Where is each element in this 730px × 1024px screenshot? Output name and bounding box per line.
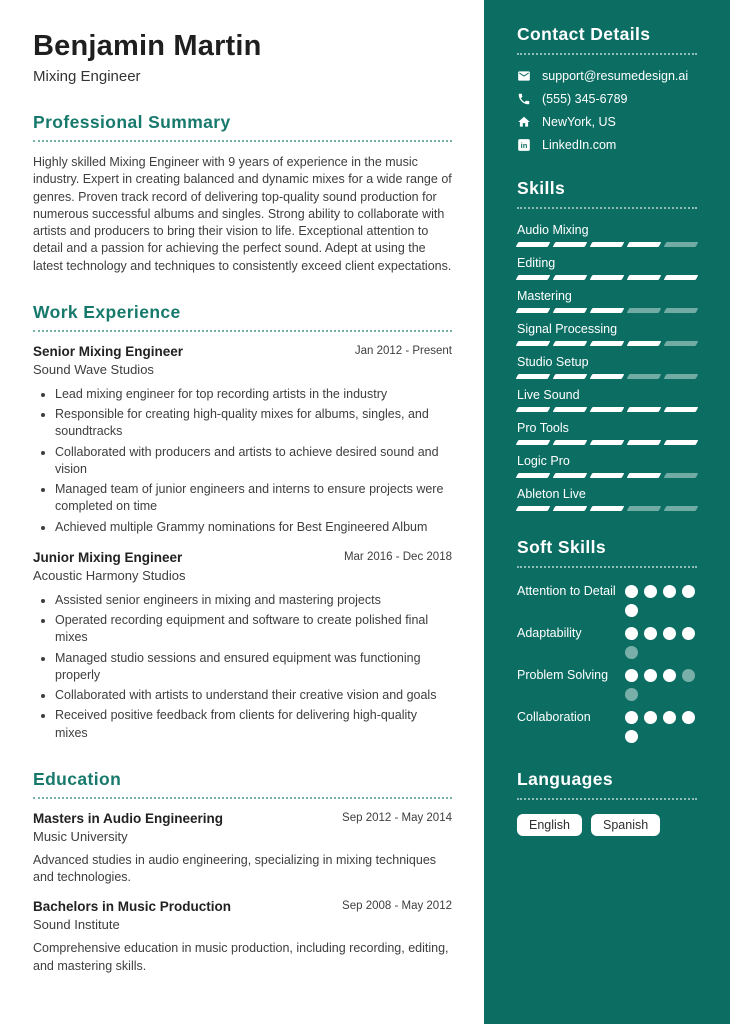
- contact-section: [517, 24, 697, 152]
- language-chip-spanish: Spanish: [591, 814, 660, 836]
- education-dates: Sep 2008 - May 2012: [342, 900, 452, 913]
- experience-heading: Work Experience: [33, 301, 181, 322]
- job-bullet: • Operated recording equipment and software to create polished final mixes: [55, 612, 452, 647]
- languages-section: [517, 769, 697, 836]
- experience-section: [33, 302, 452, 742]
- language-chips: [517, 814, 697, 836]
- skill-label: Logic Pro: [517, 454, 570, 468]
- education-dates: Sep 2012 - May 2014: [342, 811, 452, 824]
- job-bullet: • Achieved multiple Grammy nominations for Best Engineered Album: [55, 519, 452, 536]
- languages-heading: Languages: [517, 769, 613, 789]
- soft-skill-adaptability: [517, 624, 697, 659]
- soft-skill-dots: [625, 624, 697, 659]
- skill-level-bar: [517, 341, 697, 346]
- contact-email-text: support@resumedesign.ai: [542, 69, 689, 83]
- soft-skill-dots: [625, 708, 697, 743]
- skill-editing: [517, 256, 697, 280]
- contact-linkedin-text: LinkedIn.com: [542, 138, 617, 152]
- candidate-name: Benjamin Martin: [33, 30, 262, 62]
- contact-location-text: NewYork, US: [542, 115, 616, 129]
- summary-heading: Professional Summary: [33, 112, 231, 132]
- summary-section: [33, 112, 452, 275]
- soft-skills-section: [517, 537, 697, 743]
- phone-icon: [517, 92, 531, 106]
- job-bullets: [33, 386, 452, 536]
- skill-logic-pro: [517, 454, 697, 478]
- home-icon: [517, 115, 531, 129]
- skill-level-bar: [517, 275, 697, 280]
- school-name: Music University: [33, 828, 128, 844]
- skill-level-bar: [517, 407, 697, 412]
- skill-signal-processing: [517, 322, 697, 346]
- soft-skill-attention-to-detail: [517, 582, 697, 617]
- resume-sidebar: [484, 0, 730, 1024]
- skill-studio-setup: [517, 355, 697, 379]
- section-divider: [33, 797, 452, 799]
- soft-skill-dots: [625, 666, 697, 701]
- section-divider: [33, 140, 452, 142]
- skill-ableton-live: [517, 487, 697, 511]
- soft-skill-collaboration: [517, 708, 697, 743]
- section-divider: [33, 330, 452, 332]
- contact-phone[interactable]: [517, 92, 697, 106]
- skill-level-bar: [517, 374, 697, 379]
- job-company: Sound Wave Studios: [33, 361, 154, 377]
- soft-skill-label: Problem Solving: [517, 668, 609, 682]
- skill-audio-mixing: [517, 223, 697, 247]
- summary-text: Highly skilled Mixing Engineer with 9 years of experience in the music industry. Expert in creating balanced and dynamic mixes for a wide range of genres. Proven track record of delivering top-quality sound production for numerous successful albums and singles. Strong ability to collaborate with artists and producers to bring their vision to life. Exceptional attention to detail and a passion for achieving the perfect sound. Adept at using the latest technology and techniques to consistently exceed client expectations.: [33, 155, 452, 273]
- job-bullet: • Collaborated with producers and artists to achieve desired sound and vision: [55, 444, 452, 479]
- job-bullet: • Managed team of junior engineers and interns to ensure projects were completed on time: [55, 481, 452, 516]
- job-entry: [33, 344, 452, 536]
- skills-section: [517, 178, 697, 511]
- job-company: Acoustic Harmony Studios: [33, 567, 186, 583]
- job-entry: [33, 550, 452, 742]
- job-entry-header: [33, 344, 452, 359]
- skill-level-bar: [517, 440, 697, 445]
- section-divider: [517, 566, 697, 568]
- job-entry-header: [33, 550, 452, 565]
- soft-skill-dots: [625, 582, 697, 617]
- skill-label: Audio Mixing: [517, 223, 589, 237]
- svg-text:in: in: [520, 141, 528, 151]
- skill-level-bar: [517, 308, 697, 313]
- soft-skill-problem-solving: [517, 666, 697, 701]
- education-entry: [33, 899, 452, 975]
- education-entry-header: [33, 811, 452, 826]
- education-section: [33, 769, 452, 975]
- skill-mastering: [517, 289, 697, 313]
- job-title: Senior Mixing Engineer: [33, 343, 184, 359]
- soft-skills-heading: Soft Skills: [517, 537, 607, 557]
- email-icon: [517, 69, 531, 83]
- section-divider: [517, 53, 697, 55]
- skill-label: Studio Setup: [517, 355, 589, 369]
- job-bullet: • Lead mixing engineer for top recording artists in the industry: [55, 386, 452, 403]
- education-heading: Education: [33, 768, 122, 789]
- school-name: Sound Institute: [33, 917, 120, 933]
- skill-label: Live Sound: [517, 388, 580, 402]
- degree-title: Bachelors in Music Production: [33, 899, 232, 915]
- job-dates: Jan 2012 - Present: [354, 344, 452, 357]
- linkedin-icon: [517, 138, 531, 152]
- education-entry: [33, 811, 452, 887]
- skill-label: Ableton Live: [517, 487, 586, 501]
- job-bullet: • Assisted senior engineers in mixing and mastering projects: [55, 592, 452, 609]
- contact-phone-text: (555) 345-6789: [542, 92, 628, 106]
- skill-pro-tools: [517, 421, 697, 445]
- contact-linkedin[interactable]: [517, 138, 697, 152]
- job-bullet: • Responsible for creating high-quality mixes for albums, singles, and soundtracks: [55, 406, 452, 441]
- job-bullet: • Received positive feedback from clients for delivering high-quality mixes: [55, 707, 452, 742]
- job-title: Junior Mixing Engineer: [33, 549, 183, 565]
- skill-level-bar: [517, 242, 697, 247]
- contact-heading: Contact Details: [517, 24, 651, 44]
- job-bullet: • Collaborated with artists to understand their creative vision and goals: [55, 687, 452, 704]
- contact-email[interactable]: [517, 69, 697, 83]
- skill-label: Pro Tools: [517, 421, 569, 435]
- job-bullets: [33, 592, 452, 742]
- job-bullet: • Managed studio sessions and ensured equipment was functioning properly: [55, 650, 452, 685]
- soft-skill-label: Adaptability: [517, 626, 582, 640]
- language-chip-english: English: [517, 814, 582, 836]
- soft-skill-label: Collaboration: [517, 710, 591, 724]
- skill-label: Signal Processing: [517, 322, 618, 336]
- degree-title: Masters in Audio Engineering: [33, 810, 224, 826]
- skills-heading: Skills: [517, 178, 566, 198]
- education-entry-header: [33, 899, 452, 914]
- job-dates: Mar 2016 - Dec 2018: [343, 550, 452, 563]
- skill-live-sound: [517, 388, 697, 412]
- section-divider: [517, 798, 697, 800]
- section-divider: [517, 207, 697, 209]
- soft-skill-label: Attention to Detail: [517, 584, 616, 598]
- education-description: Advanced studies in audio engineering, specializing in mixing techniques and technologies.: [33, 852, 437, 884]
- skill-label: Editing: [517, 256, 556, 270]
- skill-level-bar: [517, 506, 697, 511]
- candidate-title: Mixing Engineer: [33, 68, 141, 85]
- skill-level-bar: [517, 473, 697, 478]
- contact-location: [517, 115, 697, 129]
- education-description: Comprehensive education in music production, including recording, editing, and mastering skills.: [33, 941, 449, 973]
- skill-label: Mastering: [517, 289, 572, 303]
